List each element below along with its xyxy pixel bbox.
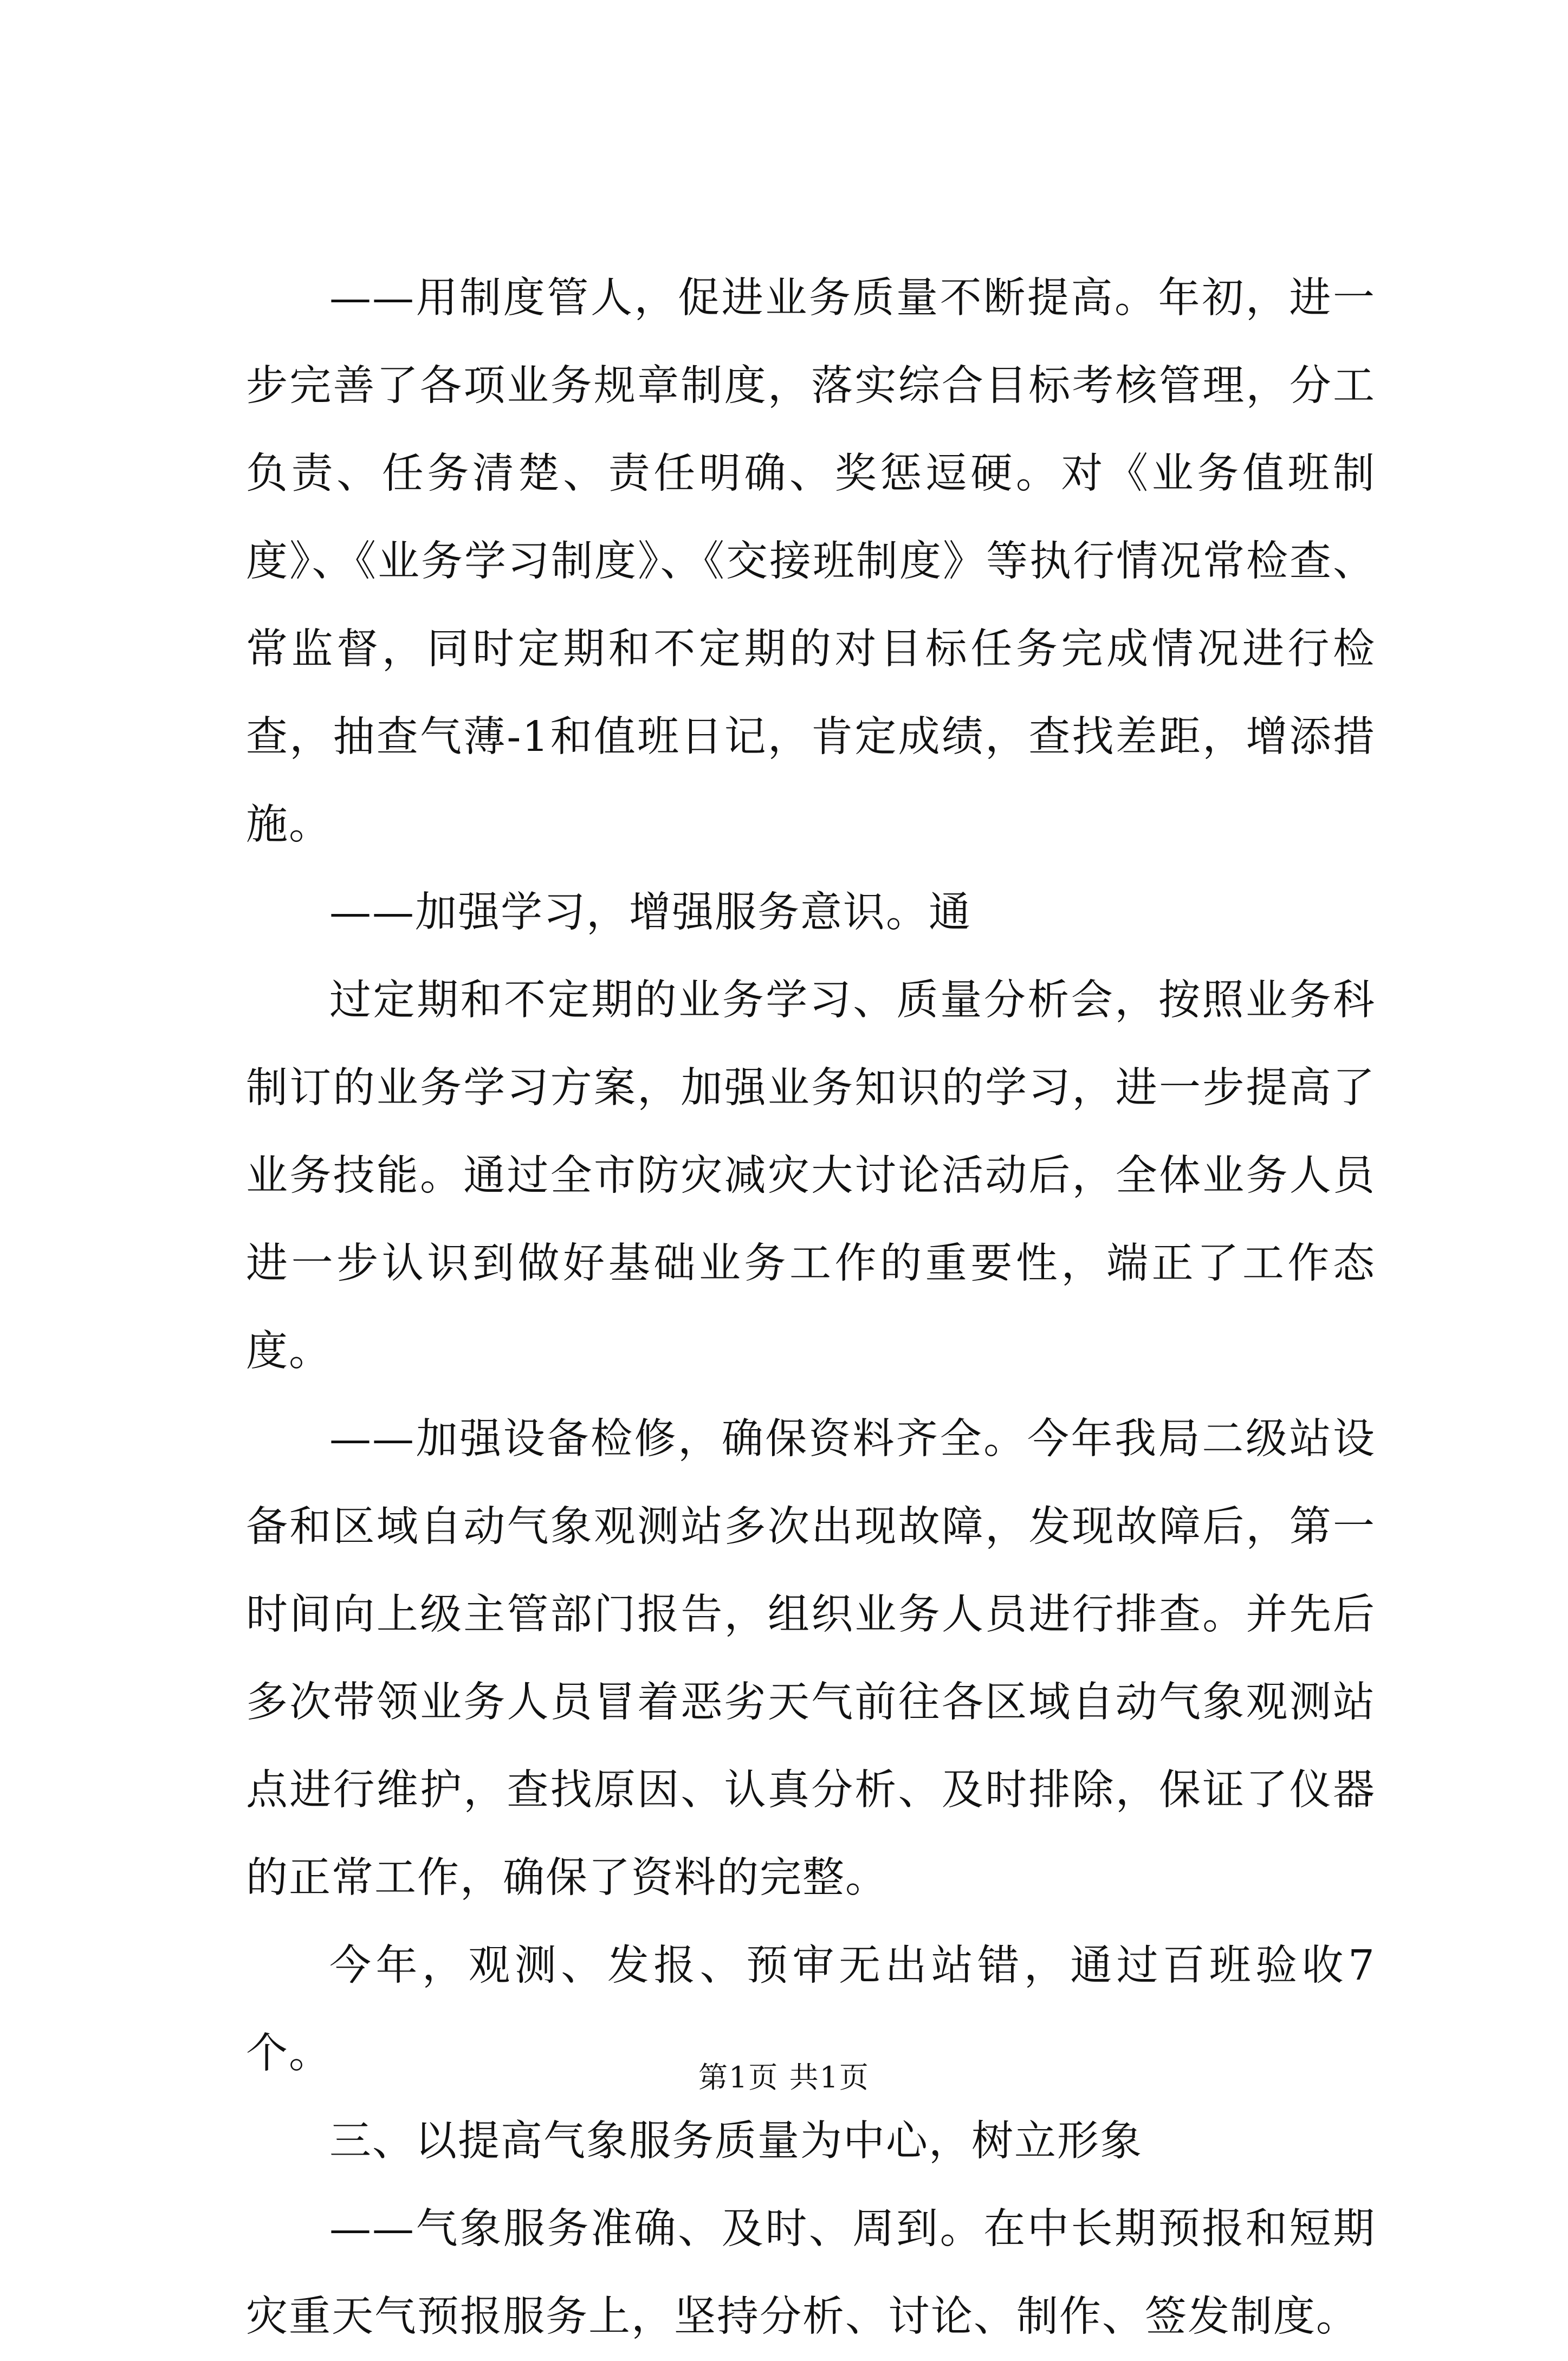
document-body (246, 255, 1376, 2361)
section-heading-service-quality: 三、以提高气象服务质量为中心，树立形象 (329, 2117, 1143, 2165)
paragraph-observation-results: 今年，观测、发报、预审无出站错，通过百班验收7个。 (246, 1942, 1376, 2078)
paragraph-rules-management: ——用制度管人，促进业务质量不断提高。年初，进一步完善了各项业务规章制度，落实综合目标考核管理，分工负责、任务清楚、责任明确、奖惩逗硬。对《业务值班制度》、《业务学习制度》、《交接班制度》等执行情况常检查、常监督，同时定期和不定期的对目标任务完成情况进行检查，抽查气薄-1和值班日记，肯定成绩，查找差距，增添措施。 (246, 274, 1376, 849)
paragraph-study-body: 过定期和不定期的业务学习、质量分析会，按照业务科制订的业务学习方案，加强业务知识的学习，进一步提高了业务技能。通过全市防灾减灾大讨论活动后，全体业务人员进一步认识到做好基础业务工作的重要性，端正了工作态度。 (246, 976, 1376, 1376)
page-footer: 第1页 共1页 (698, 2060, 870, 2094)
paragraph-weather-service: ——气象服务准确、及时、周到。在中长期预报和短期灾重天气预报服务上，坚持分析、讨论、制作、签发制度。 (246, 2205, 1376, 2341)
paragraph-equipment-maintenance: ——加强设备检修，确保资料齐全。今年我局二级站设备和区域自动气象观测站多次出现故障，发现故障后，第一时间向上级主管部门报告，组织业务人员进行排查。并先后多次带领业务人员冒着恶劣天气前往各区域自动气象观测站点进行维护，查找原因、认真分析、及时排除，保证了仪器的正常工作，确保了资料的完整。 (246, 1415, 1376, 1902)
paragraph-study-heading: ——加强学习，增强服务意识。通 (329, 888, 971, 937)
